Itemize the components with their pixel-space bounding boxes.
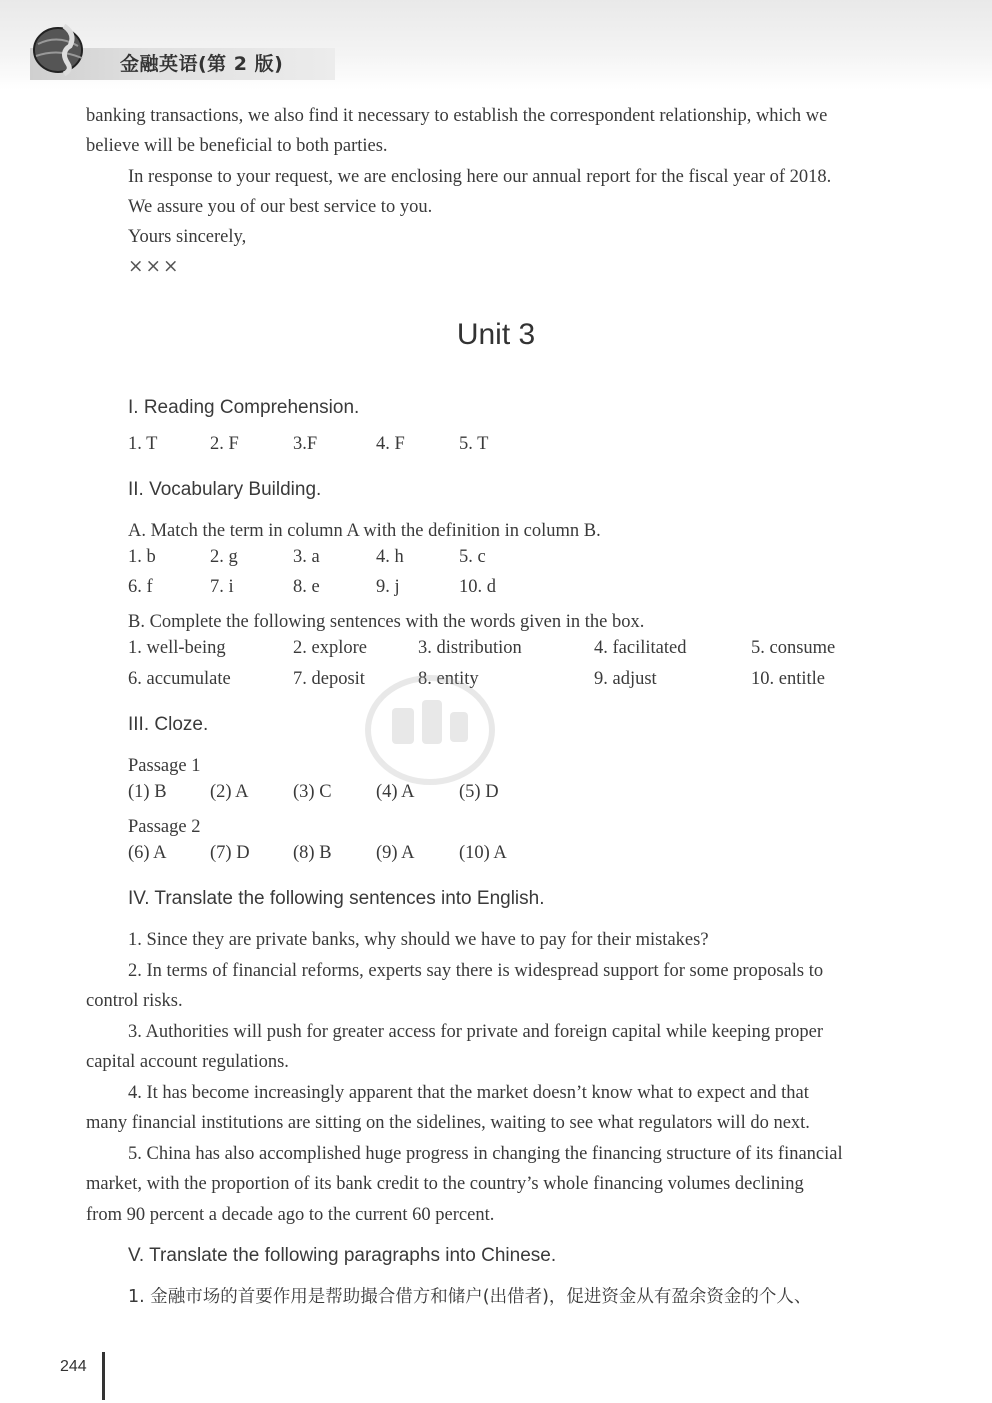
vocab-a-row-2 (0, 577, 992, 607)
vocab-b-answer: 5. consume (751, 638, 836, 658)
translation-sentence-1: 1. Since they are private banks, why should we have to pay for their mistakes? (128, 930, 709, 950)
vocab-part-b-instruction: B. Complete the following sentences with the words given in the box. (128, 612, 645, 632)
cloze-answer: (2) A (210, 782, 249, 802)
reading-answers-row (0, 434, 992, 464)
cloze-answer: (7) D (210, 843, 250, 863)
letter-para1-line2: believe will be beneficial to both parties. (86, 136, 388, 156)
translation-sentence-3-line-1: 3. Authorities will push for greater access for private and foreign capital while keeping proper (128, 1022, 824, 1042)
cloze-passage2-row (0, 843, 992, 873)
reading-answer: 4. F (376, 434, 405, 454)
cloze-answer: (4) A (376, 782, 415, 802)
translation-sentence-4-line-1: 4. It has become increasingly apparent that the market doesn’t know what to expect and that (128, 1083, 809, 1103)
cloze-answer: (5) D (459, 782, 499, 802)
vocab-a-row-1 (0, 547, 992, 577)
cloze-passage1-row (0, 782, 992, 812)
vocab-b-answer: 6. accumulate (128, 669, 231, 689)
vocab-part-a-instruction: A. Match the term in column A with the definition in column B. (128, 521, 601, 541)
vocab-b-answer: 1. well-being (128, 638, 226, 658)
letter-signature: ××× (128, 256, 181, 277)
vocab-a-answer: 4. h (376, 547, 404, 567)
letter-para1-line1: banking transactions, we also find it necessary to establish the correspondent relationship, which we (86, 106, 828, 126)
cloze-answer: (9) A (376, 843, 415, 863)
translation-sentence-5-line-2: market, with the proportion of its bank credit to the country’s whole financing volumes declining (86, 1174, 804, 1194)
reading-answer: 2. F (210, 434, 239, 454)
reading-answer: 1. T (128, 434, 158, 454)
page-number: 244 (60, 1358, 87, 1375)
vocab-a-answer: 2. g (210, 547, 238, 567)
cloze-answer: (10) A (459, 843, 507, 863)
vocab-b-answer: 3. distribution (418, 638, 522, 658)
cloze-answer: (8) B (293, 843, 332, 863)
translation-sentence-5-line-1: 5. China has also accomplished huge progress in changing the financing structure of its financial (128, 1144, 843, 1164)
book-title: 金融英语(第 2 版) (120, 53, 284, 75)
section-heading-vocabulary: II. Vocabulary Building. (128, 479, 322, 500)
vocab-b-answer: 8. entity (418, 669, 479, 689)
cloze-answer: (3) C (293, 782, 332, 802)
letter-para3: We assure you of our best service to you. (128, 197, 433, 217)
section-heading-translate-cn: V. Translate the following paragraphs into Chinese. (128, 1245, 557, 1266)
vocab-a-answer: 10. d (459, 577, 496, 597)
translation-sentence-2-line-2: control risks. (86, 991, 183, 1011)
reading-answer: 3.F (293, 434, 318, 454)
page-number-rule (102, 1352, 105, 1400)
letter-para2: In response to your request, we are enclosing here our annual report for the fiscal year of 2018. (128, 167, 832, 187)
vocab-a-answer: 9. j (376, 577, 400, 597)
watermark-stamp-icon (350, 660, 510, 790)
section-heading-translate-en: IV. Translate the following sentences into English. (128, 888, 545, 909)
cloze-answer: (6) A (128, 843, 167, 863)
reading-answer: 5. T (459, 434, 489, 454)
chinese-translation-1: 1. 金融市场的首要作用是帮助撮合借方和储户(出借者)，促进资金从有盈余资金的个人、 (128, 1287, 812, 1307)
section-heading-reading: I. Reading Comprehension. (128, 397, 360, 418)
vocab-b-answer: 7. deposit (293, 669, 365, 689)
vocab-a-answer: 5. c (459, 547, 486, 567)
vocab-a-answer: 1. b (128, 547, 156, 567)
vocab-b-answer: 10. entitle (751, 669, 825, 689)
translation-sentence-2-line-1: 2. In terms of financial reforms, experts say there is widespread support for some proposals to (128, 961, 824, 981)
vocab-a-answer: 7. i (210, 577, 234, 597)
cloze-passage1-label: Passage 1 (128, 756, 201, 776)
vocab-a-answer: 6. f (128, 577, 153, 597)
page-header (0, 0, 992, 90)
translation-sentence-5-line-3: from 90 percent a decade ago to the current 60 percent. (86, 1205, 495, 1225)
vocab-b-answer: 4. facilitated (594, 638, 687, 658)
cloze-answer: (1) B (128, 782, 167, 802)
cloze-passage2-label: Passage 2 (128, 817, 201, 837)
vocab-b-answer: 2. explore (293, 638, 367, 658)
vocab-a-answer: 8. e (293, 577, 320, 597)
vocab-a-answer: 3. a (293, 547, 320, 567)
letter-closing: Yours sincerely, (128, 227, 247, 247)
globe-dollar-logo-icon (30, 20, 90, 76)
translation-sentence-3-line-2: capital account regulations. (86, 1052, 289, 1072)
translation-sentence-4-line-2: many financial institutions are sitting on the sidelines, waiting to see what regulators will do next. (86, 1113, 810, 1133)
vocab-b-answer: 9. adjust (594, 669, 657, 689)
unit-title: Unit 3 (456, 318, 536, 351)
section-heading-cloze: III. Cloze. (128, 714, 209, 735)
